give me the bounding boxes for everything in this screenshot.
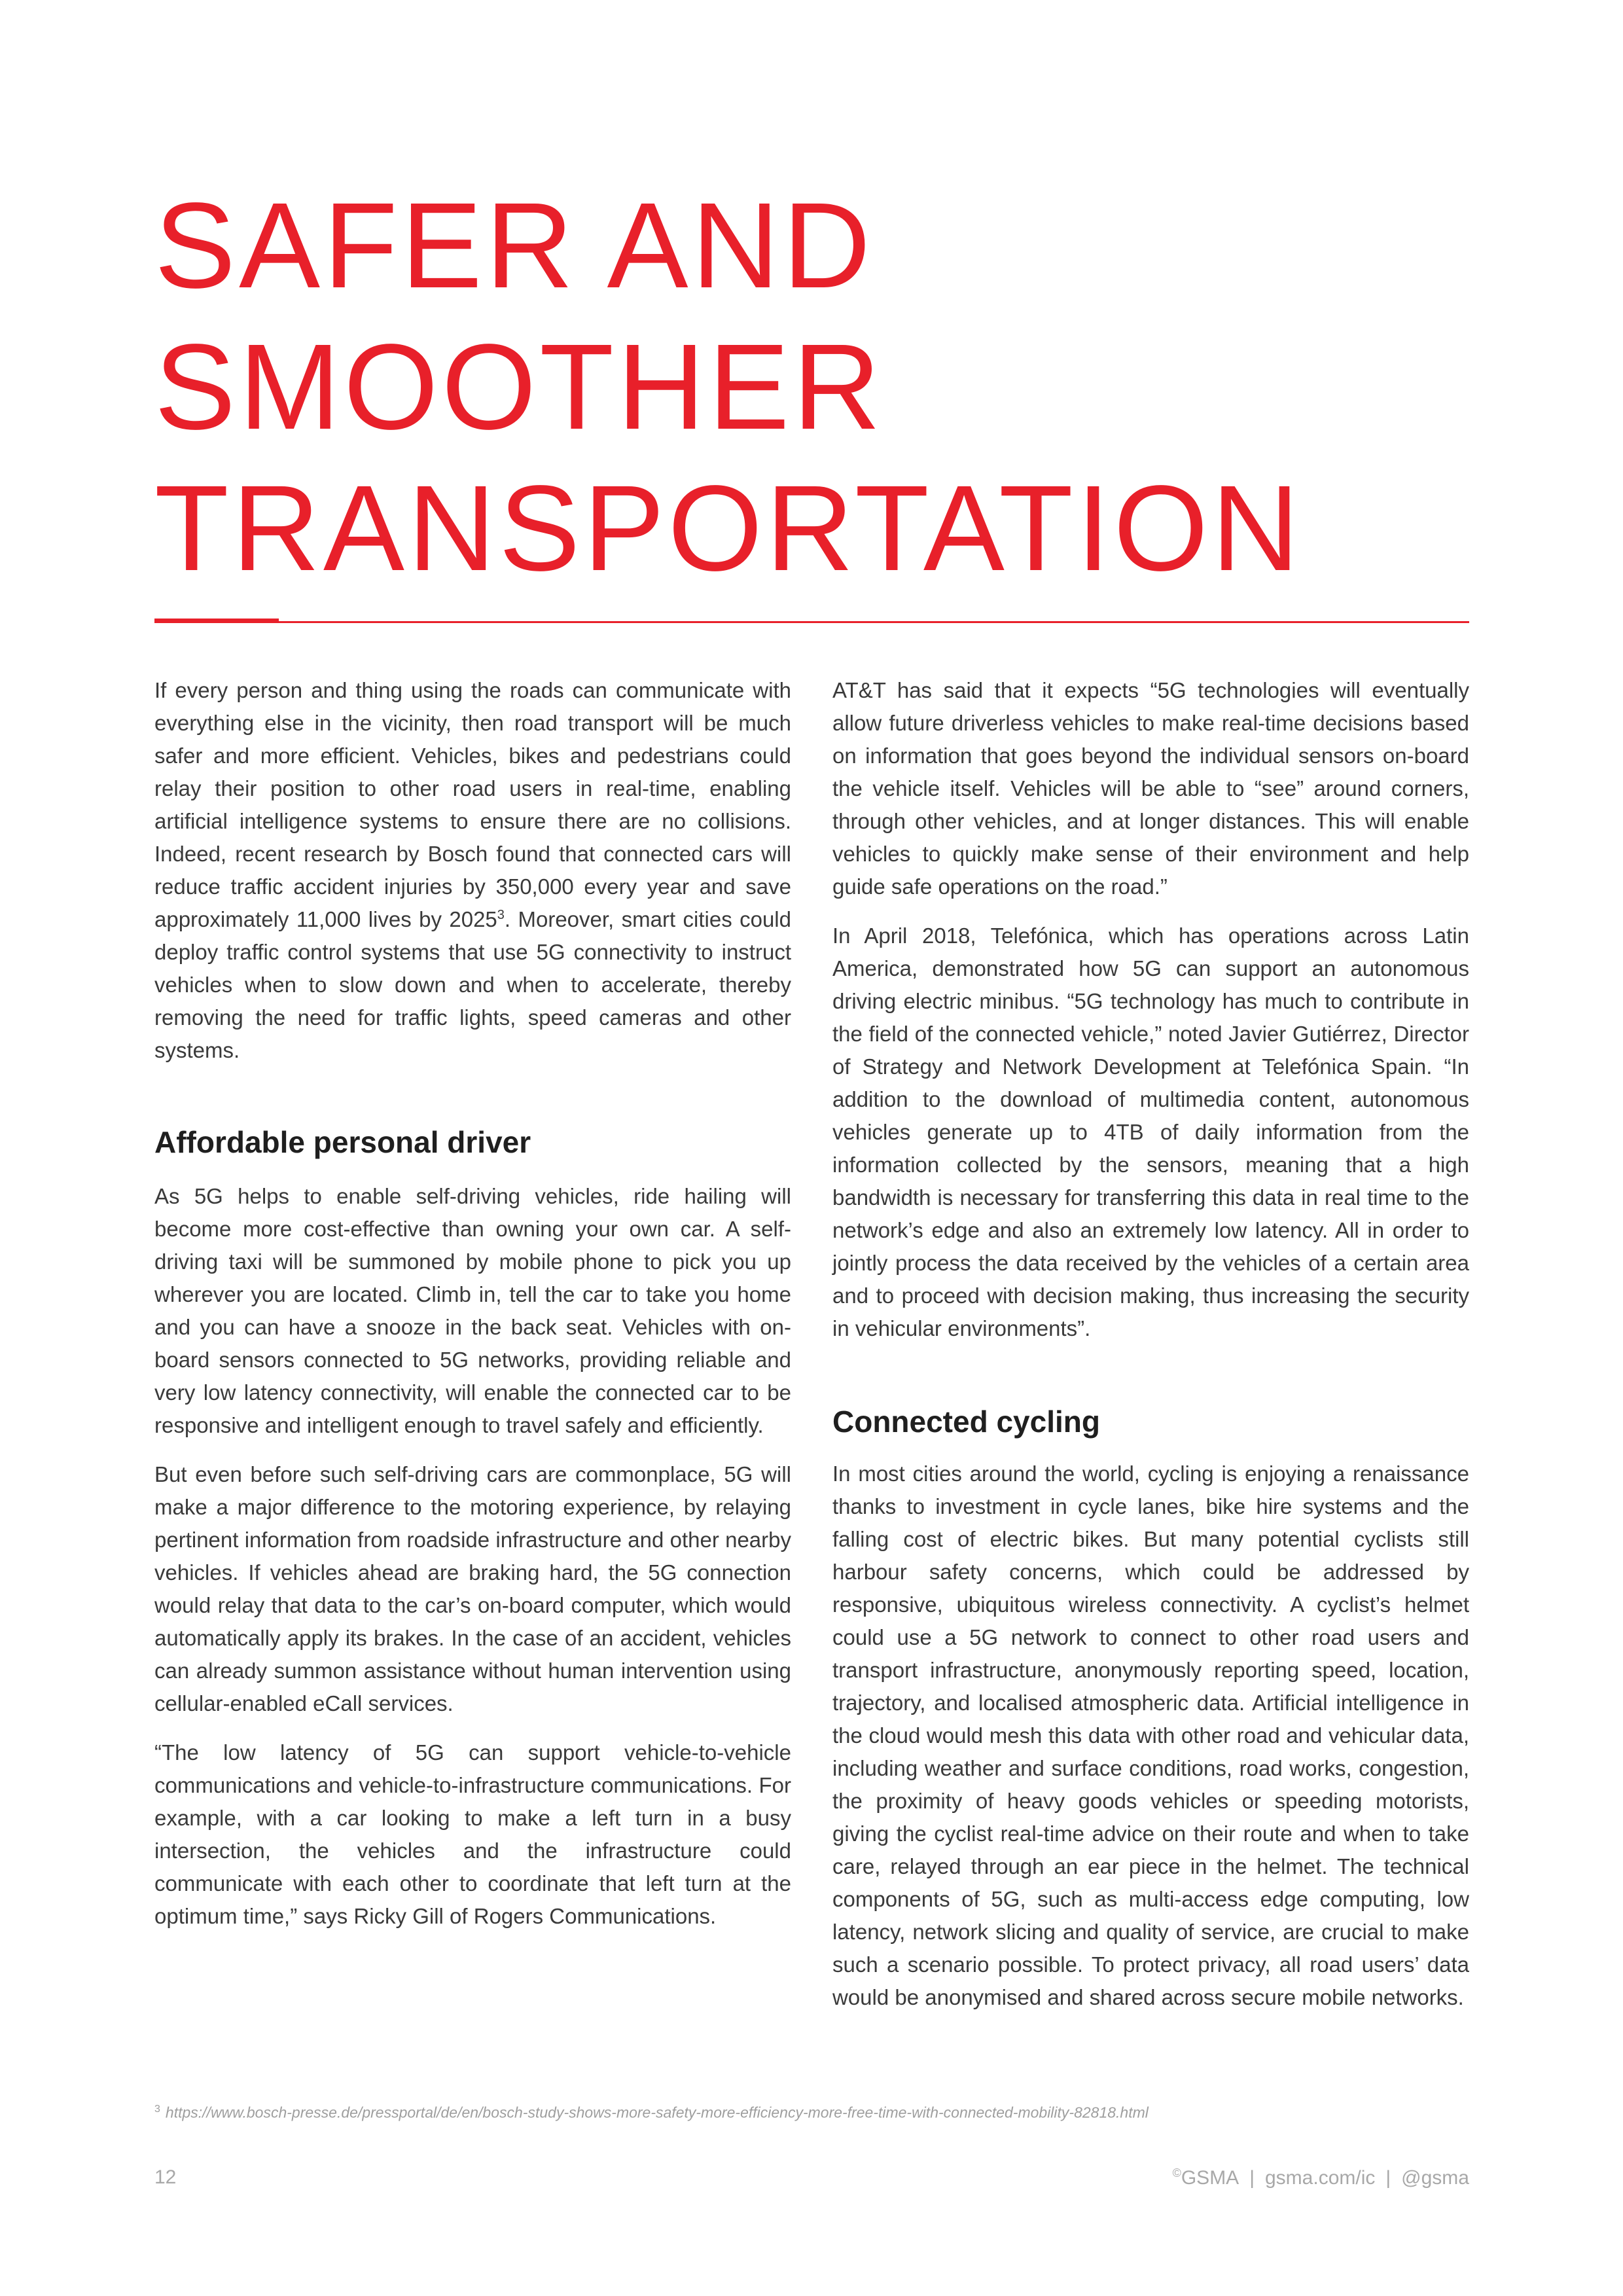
quote-paragraph: “The low latency of 5G can support vehicle-to-vehicle communications and vehicle-to-infrastructure communications. For example, with a car looking to make a left turn in a busy intersection, the vehicles and the infrastructure could communicate with each other to coordinate that left turn at the optimum time,” says Ricky Gill of Rogers Communications.	[154, 1740, 791, 1928]
footer-brand-name: GSMA	[1181, 2167, 1240, 2189]
title-divider	[154, 621, 1469, 623]
right-column	[832, 674, 1469, 2030]
copyright-symbol: ©	[1172, 2166, 1181, 2179]
section-heading-affordable-driver: Affordable personal driver	[154, 1125, 531, 1159]
title-line-1: SAFER AND	[154, 178, 874, 314]
footer-separator: |	[1249, 2167, 1255, 2189]
page-number: 12	[154, 2166, 177, 2188]
intro-paragraph: If every person and thing using the roads can communicate with everything else in the vicinity, then road transport will be much safer and more efficient. Vehicles, bikes and pedestrians could relay their position to other road users in real-time, enabling artificial intelligence systems to ensure there are no collisions. Indeed, recent research by Bosch found that connected cars will reduce traffic accident injuries by 350,000 every year and save approximately 11,000 lives by 2025$^3$. Moreover, smart cities could deploy traffic control systems that use 5G connectivity to instruct vehicles when to slow down and when to accelerate, thereby removing the need for traffic lights, speed cameras and other systems.	[154, 678, 791, 1062]
footnote-ref[interactable]: 3	[497, 908, 505, 922]
footer-separator: |	[1385, 2167, 1391, 2189]
title-divider-accent	[154, 619, 279, 623]
footer-site-link[interactable]: gsma.com/ic	[1265, 2167, 1376, 2189]
title-line-2: SMOOTHER	[154, 319, 884, 455]
footnote-number: 3	[154, 2104, 160, 2115]
footnote-link[interactable]: https://www.bosch-presse.de/pressportal/de/en/bosch-study-shows-more-safety-more-efficiency-more-free-time-with-connected-mobility-82818.html	[165, 2104, 1149, 2121]
body-paragraph: In April 2018, Telefónica, which has operations across Latin America, demonstrated how 5G can support an autonomous driving electric minibus. “5G technology has much to contribute in the field of the connected vehicle,” noted Javier Gutiérrez, Director of Strategy and Network Development at Telefónica Spain. “In addition to the download of multimedia content, autonomous vehicles generate up to 4TB of daily information from the information collected by the sensors, meaning that a high bandwidth is necessary for transferring this data in real time to the network’s edge and also an extremely low latency. All in order to jointly process the data received by the vehicles of a certain area and to proceed with decision making, thus increasing the security in vehicular environments”.	[832, 924, 1469, 1340]
title-line-3: TRANSPORTATION	[154, 461, 1303, 596]
body-paragraph: But even before such self-driving cars are commonplace, 5G will make a major difference to the motoring experience, by relaying pertinent information from roadside infrastructure and other nearby vehicles. If vehicles ahead are braking hard, the 5G connection would relay that data to the car’s on-board computer, which would automatically apply its brakes. In the case of an accident, vehicles can already summon assistance without human intervention using cellular-enabled eCall services.	[154, 1462, 791, 1715]
footnote	[154, 2100, 1469, 2123]
left-column	[154, 674, 791, 1949]
body-paragraph: As 5G helps to enable self-driving vehicles, ride hailing will become more cost-effective than owning your own car. A self-driving taxi will be summoned by mobile phone to pick you up wherever you are located. Climb in, tell the car to take you home and you can have a snooze in the back seat. Vehicles with on-board sensors connected to 5G networks, providing reliable and very low latency connectivity, will enable the connected car to be responsive and intelligent enough to travel safely and efficiently.	[154, 1184, 791, 1437]
body-paragraph: In most cities around the world, cycling is enjoying a renaissance thanks to investment in cycle lanes, bike hire systems and the falling cost of electric bikes. But many potential cyclists still harbour safety concerns, which could be addressed by responsive, ubiquitous wireless connectivity. A cyclist’s helmet could use a 5G network to connect to other road users and transport infrastructure, anonymously reporting speed, location, trajectory, and localised atmospheric data. Artificial intelligence in the cloud would mesh this data with other road and vehicular data, including weather and surface conditions, road works, congestion, the proximity of heavy goods vehicles or speeding motorists, giving the cyclist real-time advice on their route and when to take care, relayed through an ear piece in the helmet. The technical components of 5G, such as multi-access edge computing, low latency, network slicing and quality of service, are crucial to make such a scenario possible. To protect privacy, all road users’ data would be anonymised and shared across secure mobile networks.	[832, 1462, 1469, 2009]
footer-social-handle[interactable]: @gsma	[1401, 2167, 1469, 2189]
page-title	[154, 175, 1463, 600]
body-paragraph: AT&T has said that it expects “5G technologies will eventually allow future driverless vehicles to make real-time decisions based on information that goes beyond the individual sensors on-board the vehicle itself. Vehicles will be able to “see” around corners, through other vehicles, and at longer distances. This will enable vehicles to quickly make sense of their environment and help guide safe operations on the road.”	[832, 678, 1469, 899]
footer-brand	[1173, 2166, 1469, 2189]
section-heading-connected-cycling: Connected cycling	[832, 1405, 1100, 1439]
